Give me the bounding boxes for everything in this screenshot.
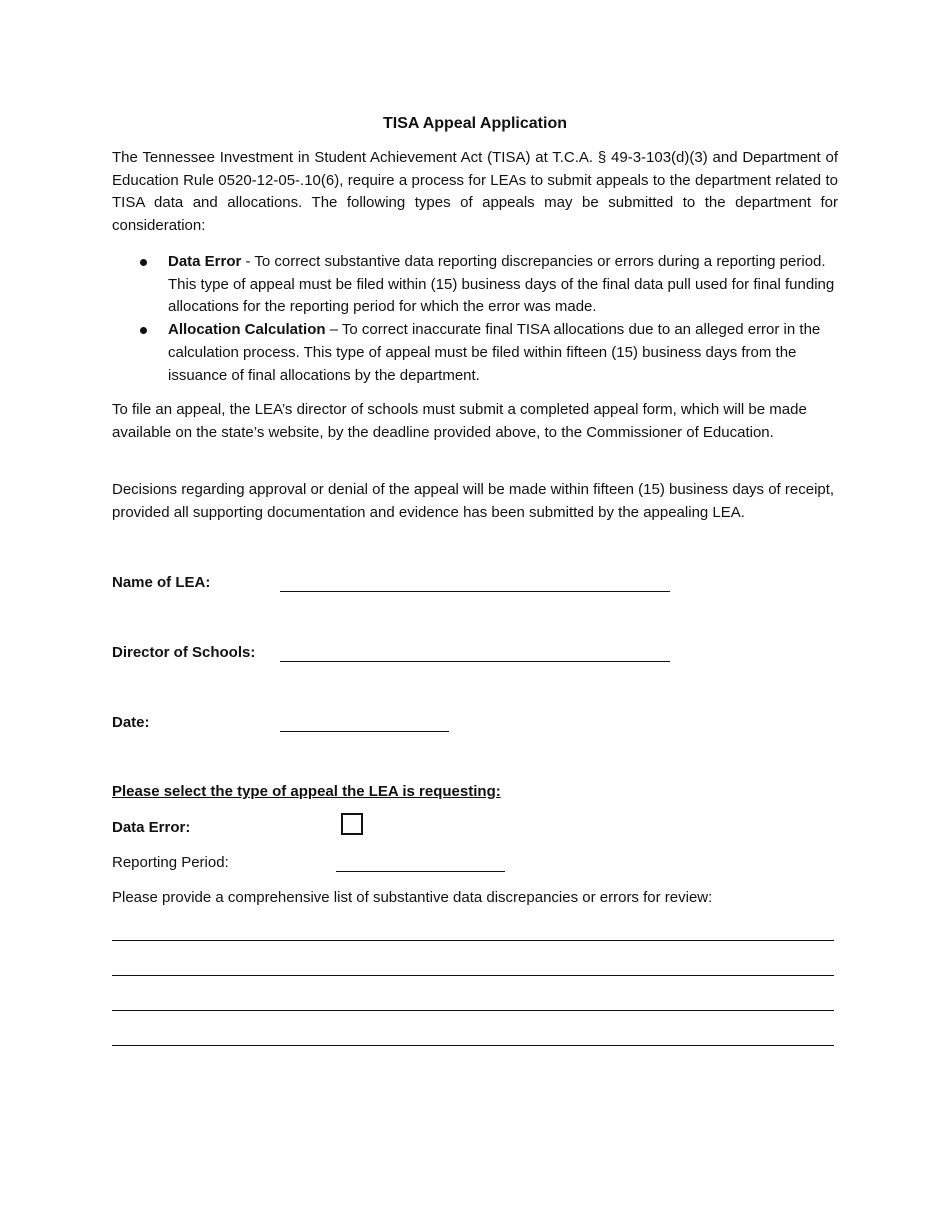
- date-label: Date:: [112, 714, 150, 731]
- intro-paragraph: The Tennessee Investment in Student Achievement Act (TISA) at T.C.A. § 49-3-103(d)(3) and Department of Education Rule 0520-12-05-.10(6), require a process for LEAs to submit appeals to the department related to TISA data and allocations. The following types of appeals may be submitted to the department for consideration:: [112, 149, 838, 235]
- bullet-text: – To correct inaccurate final TISA allocations due to an alleged error in the calculation process. This type of appeal must be filed within fifteen (15) business days from the issuance of final allocations by the department.: [168, 321, 821, 384]
- date-field[interactable]: [280, 709, 449, 732]
- bullet-icon: [140, 327, 147, 334]
- answer-line-1[interactable]: [112, 940, 834, 941]
- decisions-paragraph: Decisions regarding approval or denial of the appeal will be made within fifteen (15) business days of receipt, provided all supporting documentation and evidence has been submitted by the appealing LEA.: [112, 481, 835, 521]
- director-label: Director of Schools:: [112, 644, 256, 661]
- answer-line-2[interactable]: [112, 975, 834, 976]
- bullet-icon: [140, 259, 147, 266]
- list-item-data-error: [112, 251, 838, 319]
- page-title: TISA Appeal Application: [382, 115, 567, 132]
- lea-name-label: Name of LEA:: [112, 574, 211, 591]
- bullet-text: - To correct substantive data reporting discrepancies or errors during a reporting period. This type of appeal must be filed within (15) business days of the final data pull used for final funding allocations for the reporting period for which the error was made.: [168, 253, 835, 316]
- answer-line-3[interactable]: [112, 1010, 834, 1011]
- lea-name-field[interactable]: [280, 569, 670, 592]
- data-error-label: Data Error:: [112, 819, 191, 836]
- appeal-types-list: [112, 251, 838, 387]
- bullet-term: Allocation Calculation: [168, 321, 326, 339]
- reporting-period-field[interactable]: [336, 849, 505, 872]
- appeal-type-heading: Please select the type of appeal the LEA is requesting:: [112, 783, 501, 800]
- data-error-checkbox[interactable]: [341, 813, 363, 835]
- answer-line-4[interactable]: [112, 1045, 834, 1046]
- reporting-period-label: Reporting Period:: [112, 854, 229, 871]
- director-field[interactable]: [280, 639, 670, 662]
- filing-paragraph: To file an appeal, the LEA’s director of schools must submit a completed appeal form, which will be made available on the state’s website, by the deadline provided above, to the Commissioner of Education.: [112, 401, 807, 441]
- bullet-term: Data Error: [168, 253, 242, 270]
- list-item-allocation-calculation: [112, 319, 838, 387]
- discrepancies-prompt: Please provide a comprehensive list of substantive data discrepancies or errors for review:: [112, 889, 713, 906]
